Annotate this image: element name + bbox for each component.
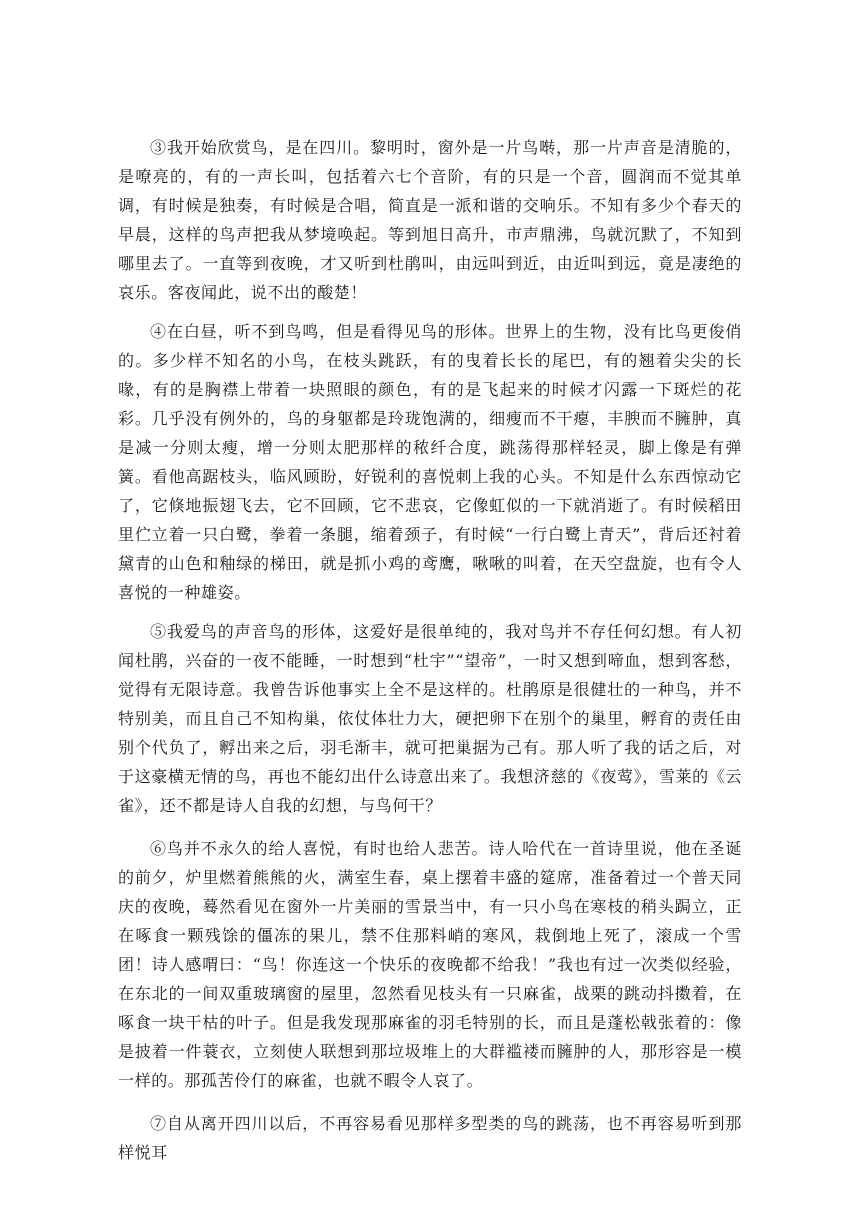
paragraph-7: ⑦自从离开四川以后，不再容易看见那样多型类的鸟的跳荡，也不再容易听到那样悦耳 (118, 1114, 742, 1162)
paragraph-3: ③我开始欣赏鸟，是在四川。黎明时，窗外是一片鸟啭，那一片声音是清脆的，是嘹亮的，有的一声长叫，包括着六七个音阶，有的只是一个音，圆润而不觉其单调，有时候是独奏，有时候是合唱，简直是一派和谐的交响乐。不知有多少个春天的早晨，这样的鸟声把我从梦境唤起。等到旭日高升，市声鼎沸，鸟就沉默了，不知到哪里去了。一直等到夜晚，才又听到杜鹃叫，由远叫到近，由近叫到远，竟是凄绝的哀乐。客夜闻此，说不出的酸楚！ (118, 138, 742, 302)
paragraph-6: ⑥鸟并不永久的给人喜悦，有时也给人悲苦。诗人哈代在一首诗里说，他在圣诞的前夕，炉里燃着熊熊的火，满室生春，桌上摆着丰盛的筵席，准备着过一个普天同庆的夜晚，蓦然看见在窗外一片美丽的雪景当中，有一只小鸟在寒枝的稍头跼立，正在啄食一颗残馀的僵冻的果儿，禁不住那料峭的寒风，栽倒地上死了，滚成一个雪团！诗人感喟曰：“鸟！你连这一个快乐的夜晚都不给我！”我也有过一次类似经验，在东北的一间双重玻璃窗的屋里，忽然看见枝头有一只麻雀，战栗的跳动抖擞着，在啄食一块干枯的叶子。但是我发现那麻雀的羽毛特别的长，而且是蓬松戟张着的：像是披着一件蓑衣，立刻使人联想到那垃圾堆上的大群褴褛而臃肿的人，那形容是一模一样的。那孤苦伶仃的麻雀，也就不暇令人哀了。 (118, 839, 742, 1090)
paragraph-4: ④在白昼，听不到鸟鸣，但是看得见鸟的形体。世界上的生物，没有比鸟更俊俏的。多少样不知名的小鸟，在枝头跳跃，有的曳着长长的尾巴，有的翘着尖尖的长喙，有的是胸襟上带着一块照眼的颜色，有的是飞起来的时候才闪露一下斑烂的花彩。几乎没有例外的，鸟的身躯都是玲珑饱满的，细瘦而不干瘪，丰腴而不臃肿，真是减一分则太瘦，增一分则太肥那样的秾纤合度，跳荡得那样轻灵，脚上像是有弹簧。看他高踞枝头，临风顾盼，好锐利的喜悦刺上我的心头。不知是什么东西惊动它了，它倏地振翅飞去，它不回顾，它不悲哀，它像虹似的一下就消逝了。有时候稻田里伫立着一只白鹭，拳着一条腿，缩着颈子，有时候“一行白鹭上青天”，背后还衬着黛青的山色和釉绿的梯田，就是抓小鸡的鸢鹰，啾啾的叫着，在天空盘旋，也有令人喜悦的一种雄姿。 (118, 322, 742, 602)
paragraph-5: ⑤我爱鸟的声音鸟的形体，这爱好是很单纯的，我对鸟并不存任何幻想。有人初闻杜鹃，兴奋的一夜不能睡，一时想到“杜宇”“望帝”，一时又想到啼血，想到客愁，觉得有无限诗意。我曾告诉他事实上全不是这样的。杜鹃原是很健壮的一种鸟，并不特别美，而且自己不知构巢，依仗体壮力大，硬把卵下在别个的巢里，孵育的责任由别个代负了，孵出来之后，羽毛渐丰，就可把巢据为己有。那人听了我的话之后，对于这豪横无情的鸟，再也不能幻出什么诗意出来了。我想济慈的《夜莺》，雪莱的《云雀》，还不都是诗人自我的幻想，与鸟何干？ (118, 622, 742, 815)
article-body (118, 133, 742, 1177)
